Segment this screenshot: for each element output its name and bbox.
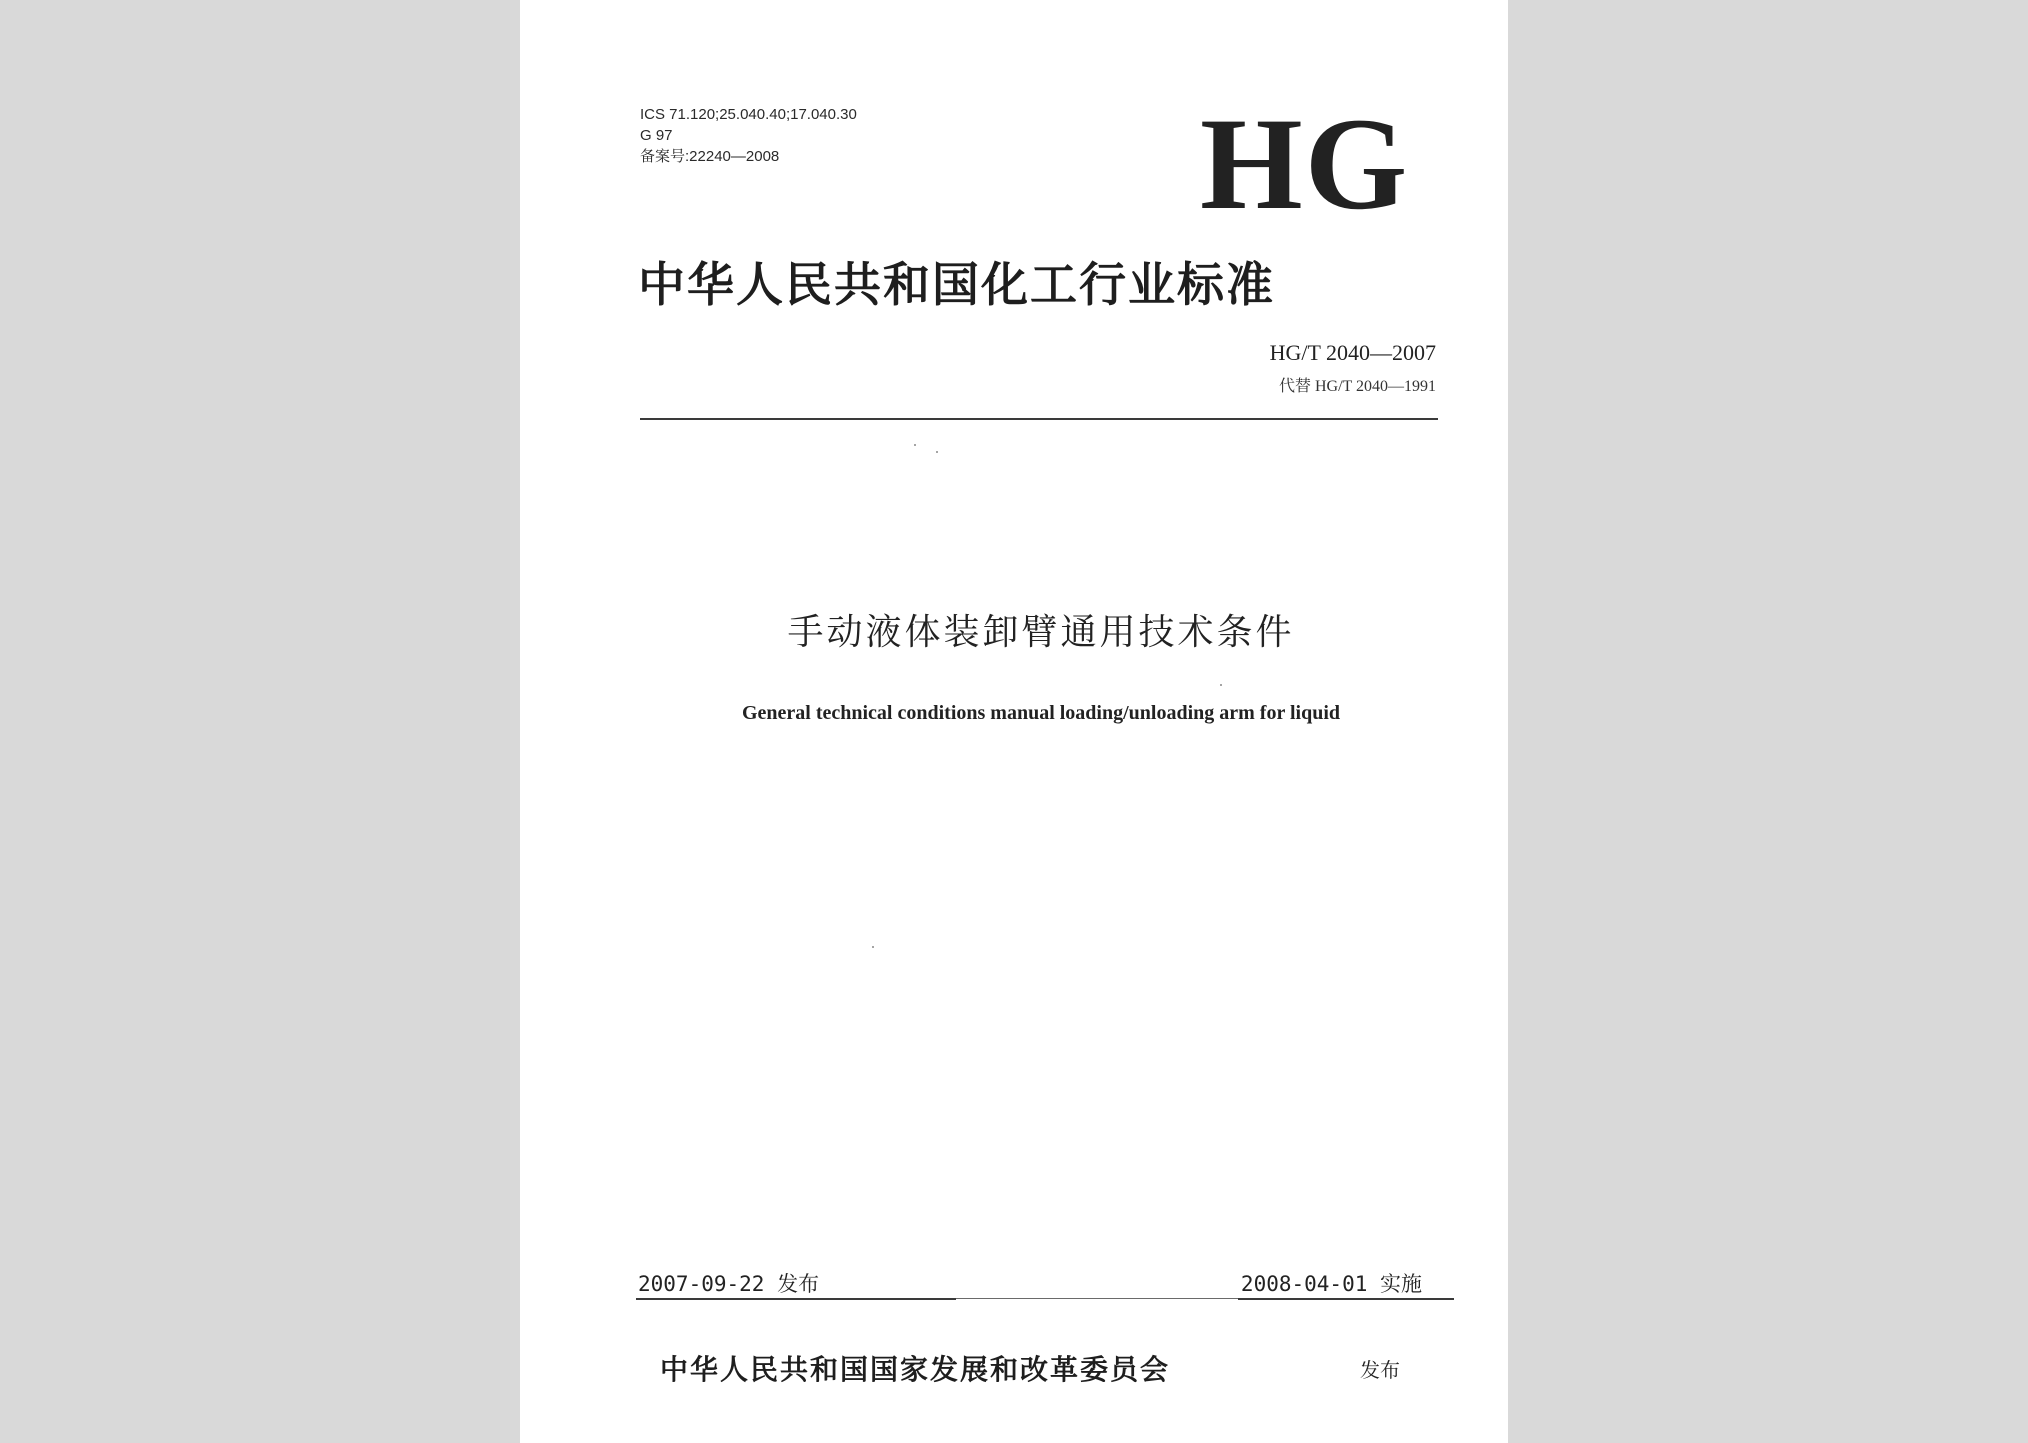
footer-divider-left	[636, 1298, 956, 1300]
implementation-date: 2008-04-01 实施	[1240, 1272, 1422, 1296]
replaces-standard: 代替 HG/T 2040—1991	[1278, 378, 1436, 395]
issue-date: 2007-09-22 发布	[638, 1272, 820, 1296]
publisher-name: 中华人民共和国国家发展和改革委员会	[660, 1353, 1171, 1386]
standard-number: HG/T 2040—2007	[1269, 340, 1436, 365]
document-page	[520, 0, 1508, 1443]
standard-category-title: 中华人民共和国化工行业标准	[638, 258, 1275, 313]
scan-speck	[1220, 684, 1222, 686]
header-divider	[640, 418, 1438, 420]
scan-speck	[872, 946, 874, 948]
ics-code: ICS 71.120;25.040.40;17.040.30	[640, 106, 857, 123]
footer-divider-middle	[956, 1298, 1238, 1299]
hg-logo: HG	[1200, 90, 1410, 237]
filing-number: 备案号:22240—2008	[640, 148, 780, 165]
chinese-title: 手动液体装卸臂通用技术条件	[787, 612, 1295, 653]
publisher-suffix: 发布	[1360, 1358, 1400, 1382]
scan-speck	[914, 444, 916, 446]
ccs-code: G 97	[640, 127, 673, 144]
classification-block	[640, 104, 857, 167]
english-title: General technical conditions manual loading/unloading arm for liquid	[741, 702, 1341, 724]
footer-divider-right	[1238, 1298, 1454, 1300]
scan-speck	[936, 451, 938, 453]
